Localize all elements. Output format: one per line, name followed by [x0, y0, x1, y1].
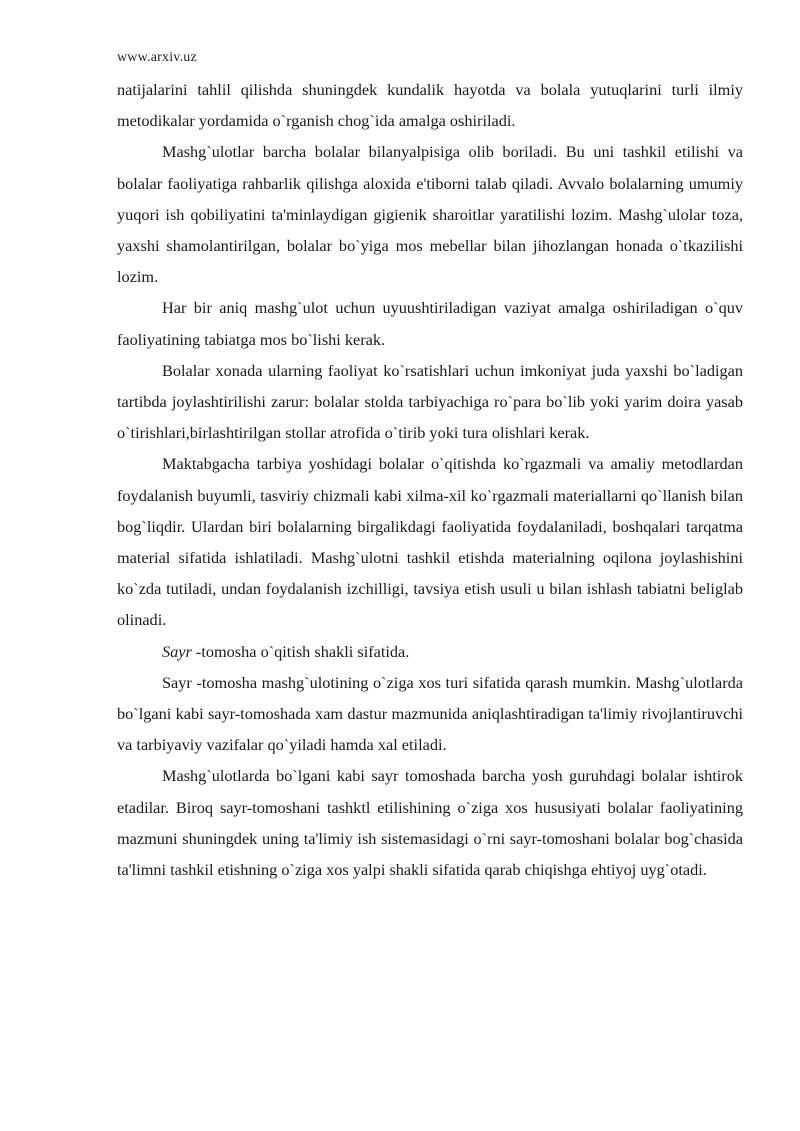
paragraph: Sayr -tomosha mashg`ulotining o`ziga xos turi sifatida qarash mumkin. Mashg`ulotlarda bo`lgani kabi sayr-tomoshada xam dastur mazmunida aniqlashtiradigan ta'limiy rivojlantiruvchi va tarbiyaviy vazifalar qo`yiladi hamda xal etiladi.	[117, 672, 743, 755]
paragraph: Maktabgacha tarbiya yoshidagi bolalar o`qitishda ko`rgazmali va amaliy metodlardan foydalanish buyumli, tasviriy chizmali kabi xilma-xil ko`rgazmali materiallarni qo`llanish bilan bog`liqdir. Ulardan biri bolalarning birgalikdagi faoliyatida foydalaniladi, boshqalari tarqatma material sifatida ishlatiladi. Mashg`ulotni tashkil etishda materialning oqilona joylashishini ko`zda tutiladi, undan foydalanish izchilligi, tavsiya etish usuli u bilan ishlash tabiatni beliglab olinadi.	[117, 454, 743, 630]
section-heading-italic: Sayr	[162, 641, 192, 661]
paragraph-continuation: natijalarini tahlil qilishda shuningdek kundalik hayotda va bolala yutuqlarini turli ilmiy metodikalar yordamida o`rganish chog`ida amalga oshiriladi.	[117, 80, 743, 131]
paragraph: Bolalar xonada ularning faoliyat ko`rsatishlari uchun imkoniyat juda yaxshi bo`ladigan tartibda joylashtirilishi zarur: bolalar stolda tarbiyachiga ro`para bo`lib yoki yarim doira yasab o`tirishlari,birlashtirilgan stollar atrofida o`tirib yoki tura olishlari kerak.	[117, 360, 743, 443]
paragraph: Mashg`ulotlarda bo`lgani kabi sayr tomoshada barcha yosh guruhdagi bolalar ishtirok etadilar. Biroq sayr-tomoshani tashktl etilishining o`ziga xos hususiyati bolalar faoliyatining mazmuni shuningdek uning ta'limiy ish sistemasidagi o`rni sayr-tomoshani bolalar bog`chasida ta'limni tashkil etishning o`ziga xos yalpi shakli sifatida qarab chiqishga ehtiyoj uyg`otadi.	[117, 766, 743, 880]
paragraph: Har bir aniq mashg`ulot uchun uyuushtiriladigan vaziyat amalga oshiriladigan o`quv faoliyatining tabiatga mos bo`lishi kerak.	[117, 298, 743, 349]
site-header: www.arxiv.uz	[117, 50, 197, 65]
section-heading	[117, 636, 743, 667]
paragraph: Mashg`ulotlar barcha bolalar bilanyalpisiga olib boriladi. Bu uni tashkil etilishi va bolalar faoliyatiga rahbarlik qilishga aloxida e'tiborni talab qiladi. Avvalo bolalarning umumiy yuqori ish qobiliyatini ta'minlaydigan gigienik sharoitlar yaratilishi lozim. Mashg`ulolar toza, yaxshi shamolantirilgan, bolalar bo`yiga mos mebellar bilan jihozlangan honada o`tkazilishi lozim.	[117, 142, 743, 287]
section-heading-rest: -tomosha o`qitish shakli sifatida.	[191, 641, 410, 661]
document-body	[117, 74, 743, 885]
